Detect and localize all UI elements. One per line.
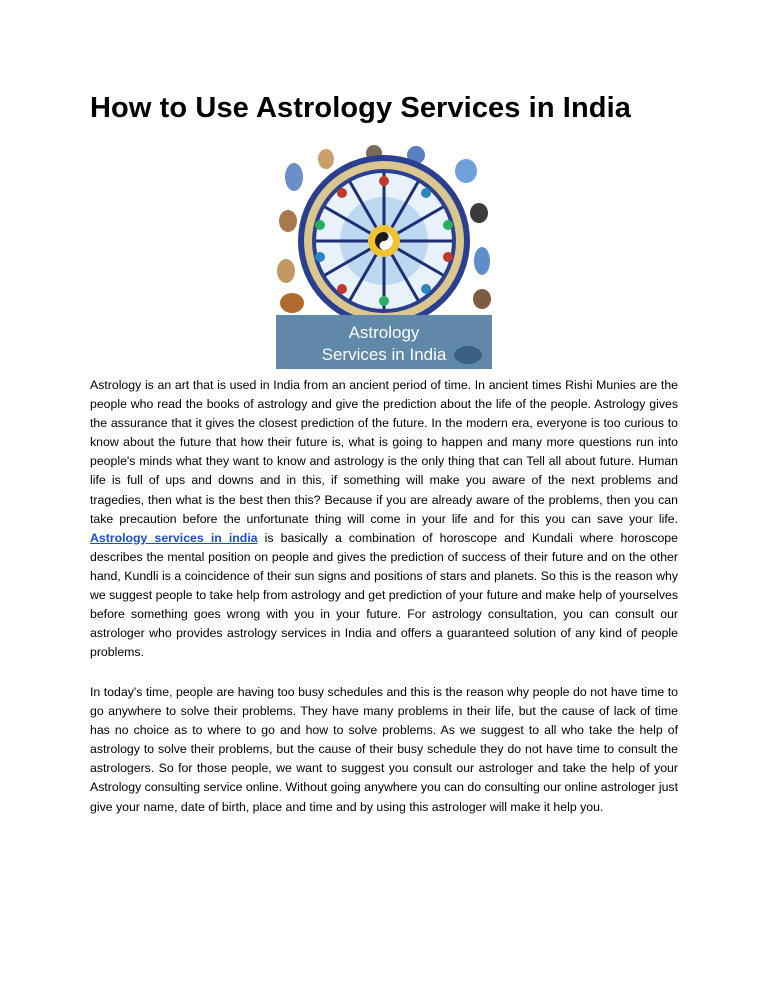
banner-line-1: Astrology [348, 323, 420, 342]
page-title: How to Use Astrology Services in India [90, 92, 631, 124]
banner-line-2: Services in India [321, 345, 447, 364]
paragraph-2: In today's time, people are having too busy schedules and this is the reason why people do not have time to go anywhere to solve their problems. They have many problems in their life, but the cause of lack of time has no choice as to where to go and how to solve problems. As we suggest to all who take the help of astrology to solve their problems, but the cause of their busy schedule they do not have time to consult the astrologers. So for those people, we want to suggest you consult our astrologer and take the help of your Astrology consulting service online. Without going anywhere you can do consulting our online astrologer just give your name, date of birth, place and time and by using this astrologer will make it help you. [90, 685, 678, 814]
astrology-wheel-image [276, 143, 492, 369]
paragraph-1-rest: is basically a combination of horoscope and Kundali where horoscope describes the mental position on people and gives the prediction of success of their future and on the other hand, Kundli is a coincidence of their sun signs and positions of stars and planets. So this is the reason why we suggest people to take help from astrology and get prediction of your future and make help of yourselves before something goes wrong with you in your future. For astrology consultation, you can consult our astrologer who provides astrology services in India and offers a guaranteed solution of any kind of people problems. [90, 530, 678, 660]
lion-icon [454, 346, 482, 364]
paragraph-1-intro: Astrology is an art that is used in India from an ancient period of time. In ancient times Rishi Munies are the people who read the books of astrology and give the prediction about the life of the people. Astrology gives the assurance that it gives the closest prediction of the future. In the modern era, everyone is too curious to know about the future that how their future is, what is going to happen and many more questions run into people's minds what they want to know and astrology is the only thing that can Tell all about future. Human life is full of ups and downs and in this, if something will make you aware of the next problems and tragedies, then what is the best then this? Because if you are already aware of the problems, then you can take precaution before the unfortunate thing will come in your life and for this you can save your life. [90, 378, 678, 526]
astrology-services-link[interactable]: Astrology services in india [90, 530, 258, 545]
paragraph-1 [90, 376, 678, 662]
zodiac-wheel [298, 155, 470, 327]
